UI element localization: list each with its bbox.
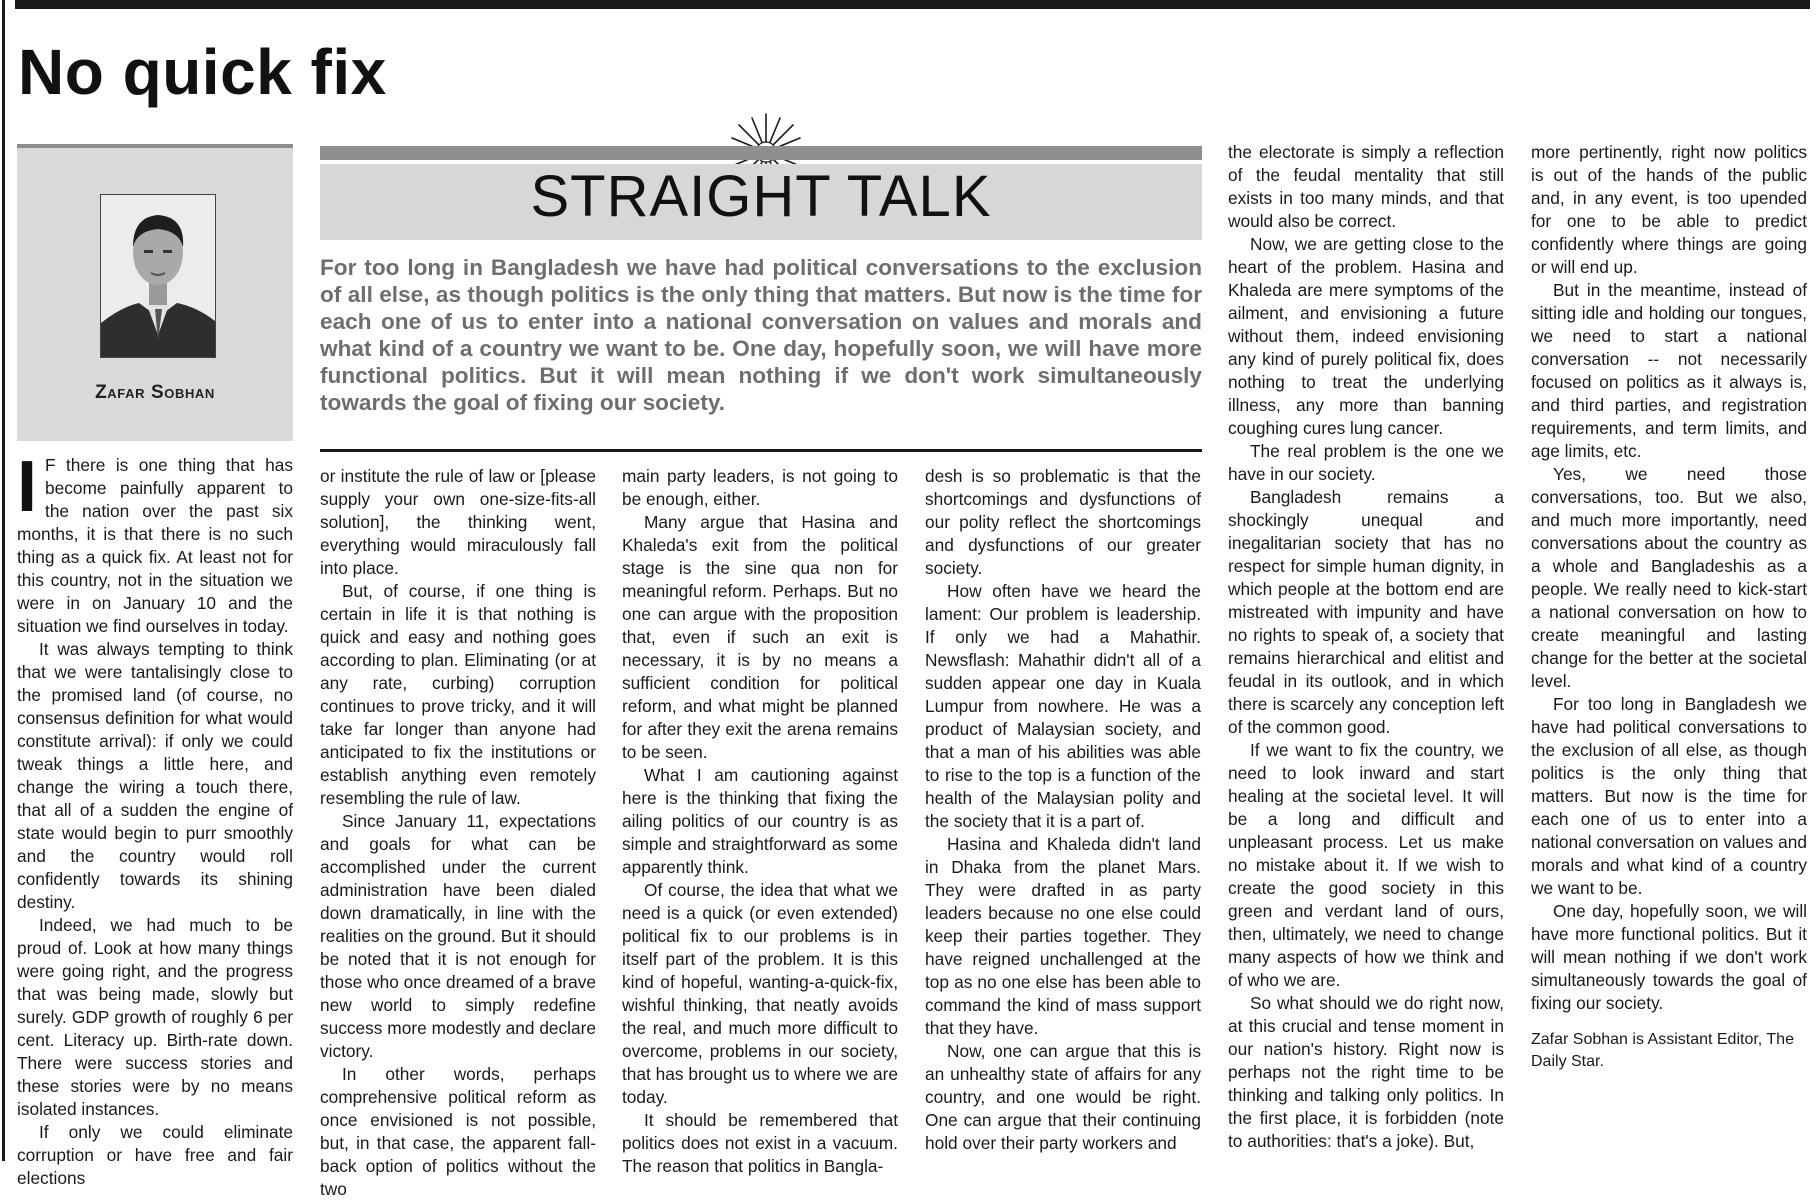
paragraph: If we want to fix the country, we need to look inward and start healing at the societal level. It will be a long and difficult and unpleasant process. Let us make no mistake about it. If we wish to create the good society in this green and verdant land of ours, then, ultimately, we need to change many aspects of how we think and of who we are. (1228, 740, 1504, 990)
paragraph: the electorate is simply a reflection of the feudal mentality that still exists in too many minds, and that would also be correct. (1228, 142, 1504, 231)
author-name (17, 382, 293, 404)
paragraph: Of course, the idea that what we need is a quick (or even extended) political fix to our problems is in itself part of the problem. It is this kind of hopeful, wanting-a-quick-fix, wishful thinking, that neatly avoids the real, and much more difficult to overcome, problems in our society, that has brought us to where we are today. (622, 880, 898, 1107)
paragraph: It should be remembered that politics does not exist in a vacuum. The reason that politics in Bangla- (622, 1110, 898, 1176)
paragraph: main party leaders, is not going to be enough, either. (622, 466, 898, 509)
paragraph: or institute the rule of law or [please supply your own one-size-fits-all solution], the thinking went, everything would miraculously fall into place. (320, 466, 596, 578)
page-top-rule (15, 0, 1810, 9)
author-name-text: Zafar Sobhan (95, 382, 215, 403)
article-column-5 (1228, 141, 1504, 1153)
author-credit: Zafar Sobhan is Assistant Editor, The Daily Star. (1531, 1031, 1794, 1070)
paragraph: Indeed, we had much to be proud of. Look at how many things were going right, and the progress that was being made, slowly but surely. GDP growth of roughly 6 per cent. Literacy up. Birth-rate down. There were success stories and these stories were by no means isolated instances. (17, 915, 293, 1119)
deck-divider (320, 449, 1202, 452)
paragraph: Since January 11, expectations and goals for what can be accomplished under the current administration have been dialed down dramatically, in line with the realities on the ground. But it should be noted that it is not enough for those who once dreamed of a brave new world to simply redefine success more modestly and declare victory. (320, 811, 596, 1061)
article-column-6 (1531, 141, 1807, 1073)
article-column-1 (17, 447, 293, 1190)
column-banner-bar (320, 146, 1202, 160)
paragraph: But, of course, if one thing is certain in life it is that nothing is quick and easy and nothing goes according to plan. Eliminating (or at any rate, curbing) corruption continues to prove tricky, and it will take far longer than anyone had anticipated to fix the institutions or establish anything even remotely resembling the rule of law. (320, 581, 596, 808)
article-column-4 (925, 465, 1201, 1155)
paragraph: Now, we are getting close to the heart of the problem. Hasina and Khaleda are mere symptoms of the ailment, and envisioning a future without them, indeed envisioning any kind of purely political fix, does nothing to treat the underlying illness, any more than banning coughing cures lung cancer. (1228, 234, 1504, 438)
article-column-2 (320, 465, 596, 1201)
paragraph: Yes, we need those conversations, too. But we also, and much more importantly, need conversations about the country as a whole and Bangladeshis as a people. We really need to kick-start a national conversation on how to create meaningful and lasting change for the better at the societal level. (1531, 464, 1807, 691)
paragraph: Bangladesh remains a shockingly unequal and inegalitarian society that has no respect for simple human dignity, in which people at the bottom end are mistreated with impunity and have no rights to speak of, a society that remains hierarchical and elitist and feudal in its outlook, and in which there is scarcely any conception left of the common good. (1228, 487, 1504, 737)
paragraph: How often have we heard the lament: Our problem is leadership. If only we had a Mahathir. Newsflash: Mahathir didn't all of a sudden appear one day in Kuala Lumpur from nowhere. He was a product of Malaysian society, and that a man of his abilities was able to rise to the top is a function of the health of the Malaysian polity and the society that it is a part of. (925, 581, 1201, 831)
paragraph: For too long in Bangladesh we have had political conversations to the exclusion of all else, as though politics is the only thing that matters. But now is the time for each one of us to enter into a national conversation on values and morals and what kind of a country we want to be. (1531, 694, 1807, 898)
drop-cap: I (17, 447, 38, 527)
page-left-rule (2, 0, 5, 1161)
paragraph: Hasina and Khaleda didn't land in Dhaka from the planet Mars. They were drafted in as party leaders because no one else could keep their parties together. They have reigned unchallenged at the top as no one else has been able to command the kind of mass support that they have. (925, 834, 1201, 1038)
paragraph-text: F there is one thing that has become painfully apparent to the nation over the past six months, it is that there is no such thing as a quick fix. At least not for this country, not in the situation we were in on January 10 and the situation we find ourselves in today. (17, 455, 293, 636)
headline: No quick fix (18, 36, 387, 108)
paragraph: If only we could eliminate corruption or have free and fair elections (17, 1122, 293, 1188)
paragraph: Now, one can argue that this is an unhealthy state of affairs for any country, and one would be right. One can argue that their continuing hold over their party workers and (925, 1041, 1201, 1153)
paragraph: One day, hopefully soon, we will have more functional politics. But it will mean nothing if we don't work simultaneously towards the goal of fixing our society. (1531, 901, 1807, 1013)
paragraph: But in the meantime, instead of sitting idle and holding our tongues, we need to start a national conversation -- not necessarily focused on politics as it always is, and third parties, and registration requirements, and term limits, and age limits, etc. (1531, 280, 1807, 461)
paragraph: Many argue that Hasina and Khaleda's exit from the political stage is the sine qua non for meaningful reform. Perhaps. But no one can argue with the proposition that, even if such an exit is necessary, it is by no means a sufficient condition for political reform, and what might be planned for after they exit the arena remains to be seen. (622, 512, 898, 762)
deck-summary: For too long in Bangladesh we have had political conversations to the exclusion of all else, as though politics is the only thing that matters. But now is the time for each one of us to enter into a national conversation on values and morals and what kind of a country we want to be. One day, hopefully soon, we will have more functional politics. But it will mean nothing if we don't work simultaneously towards the goal of fixing our society. (320, 255, 1202, 415)
paragraph: The real problem is the one we have in our society. (1228, 441, 1504, 484)
column-title (320, 164, 1202, 229)
paragraph: So what should we do right now, at this crucial and tense moment in our nation's history. Right now is perhaps not the right time to be thinking and talking only politics. In the first place, it is forbidden (note to authorities: that's a joke). But, (1228, 993, 1504, 1151)
article-column-3 (622, 465, 898, 1178)
paragraph: It was always tempting to think that we were tantalisingly close to the promised land (of course, no consensus definition for what would constitute arrival): if only we could tweak things a little here, and change the wiring a touch there, that all of a sudden the engine of state would begin to purr smoothly and the country would roll confidently towards its shining destiny. (17, 639, 293, 912)
paragraph: What I am cautioning against here is the thinking that fixing the ailing politics of our country is as simple and straightforward as some apparently think. (622, 765, 898, 877)
author-photo (100, 194, 216, 358)
byline-box (17, 144, 293, 441)
author-portrait-image (101, 195, 215, 357)
paragraph: desh is so problematic is that the shortcomings and dysfunctions of our polity reflect the shortcomings and dysfunctions of our greater society. (925, 466, 1201, 578)
column-title-text: STRAIGHT TALK (530, 164, 992, 229)
paragraph: more pertinently, right now politics is out of the hands of the public and, in any event, is too upended for one to be able to predict confidently where things are going or will end up. (1531, 142, 1807, 277)
paragraph: In other words, perhaps comprehensive political reform as once envisioned is not possible, but, in that case, the apparent fall-back option of politics without the two (320, 1064, 596, 1199)
paragraph (17, 447, 293, 638)
